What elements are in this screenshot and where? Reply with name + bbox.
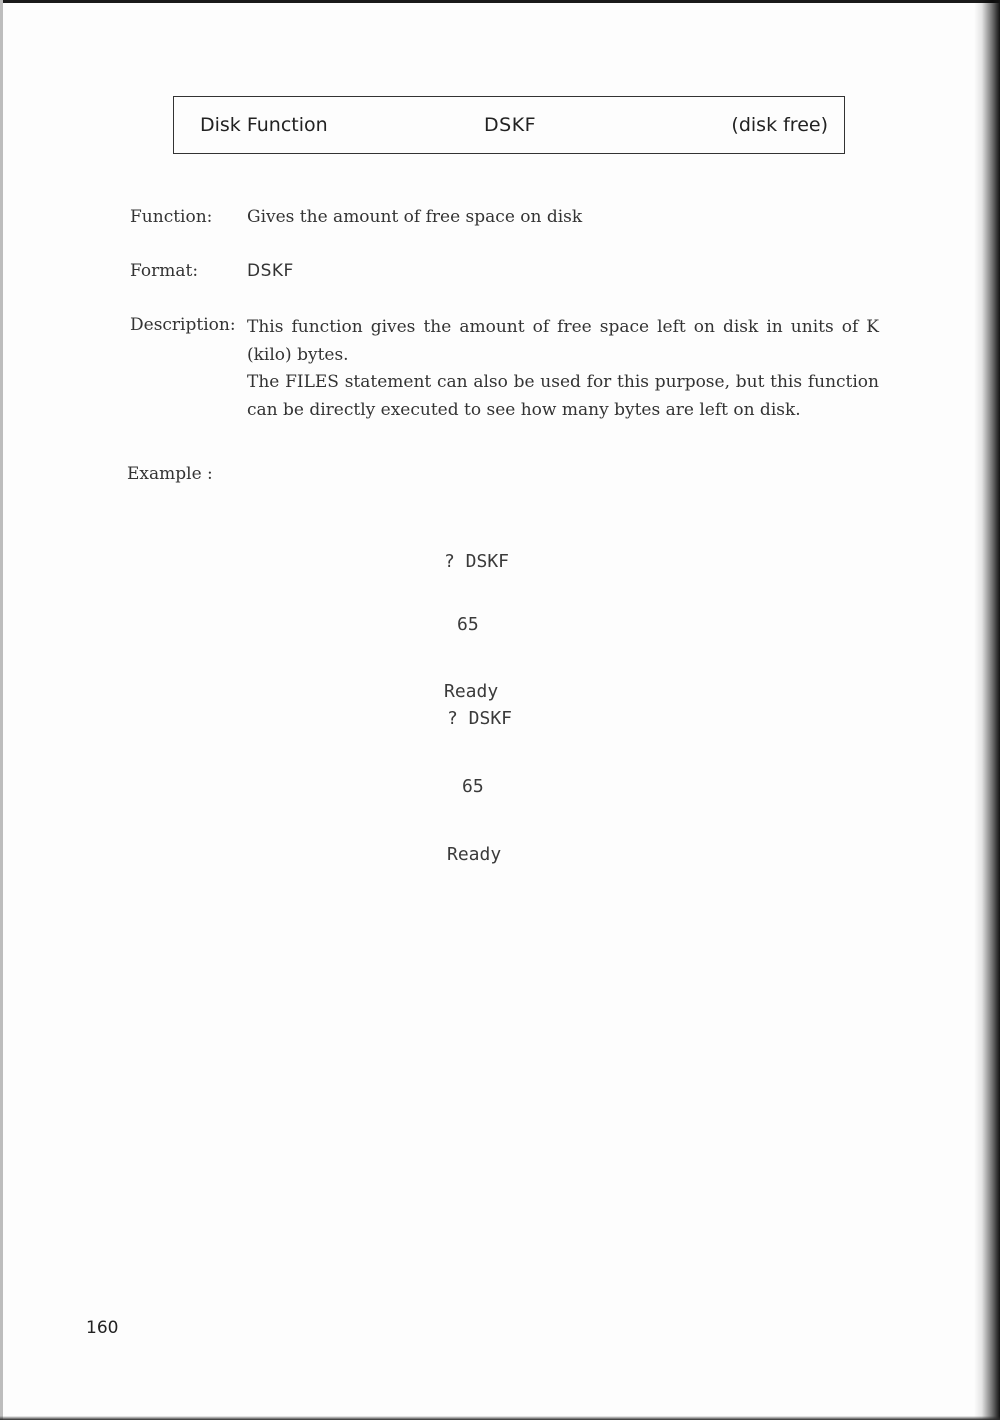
function-header-box [173,96,845,154]
function-text: Gives the amount of free space on disk [247,207,583,227]
example-status: Ready [444,681,499,702]
format-label: Format: [130,261,199,281]
example-command: ? DSKF [447,708,513,729]
page-top-edge [0,0,1000,3]
header-meaning: (disk free) [731,114,828,136]
example-label: Example : [127,464,213,484]
book-spine-shadow [974,0,1000,1420]
page-left-edge [0,0,3,1420]
description-label: Description: [130,315,236,335]
format-text: DSKF [247,261,294,281]
page-number: 160 [86,1318,119,1338]
example-status: Ready [447,844,502,865]
example-command: ? DSKF [444,551,510,572]
description-paragraph-2: The FILES statement can also be used for this purpose, but this function can be directly executed to see how many bytes are left on disk. [247,372,879,420]
function-label: Function: [130,207,213,227]
example-result: 65 [462,776,484,797]
example-screen-output-2 [447,664,512,910]
description-paragraph-1: This function gives the amount of free space left on disk in units of K (kilo) bytes. [247,317,879,365]
header-keyword: DSKF [484,114,537,136]
page-bottom-edge [0,1416,1000,1420]
header-category: Disk Function [200,114,328,136]
example-result: 65 [457,614,479,635]
description-text [247,314,879,424]
